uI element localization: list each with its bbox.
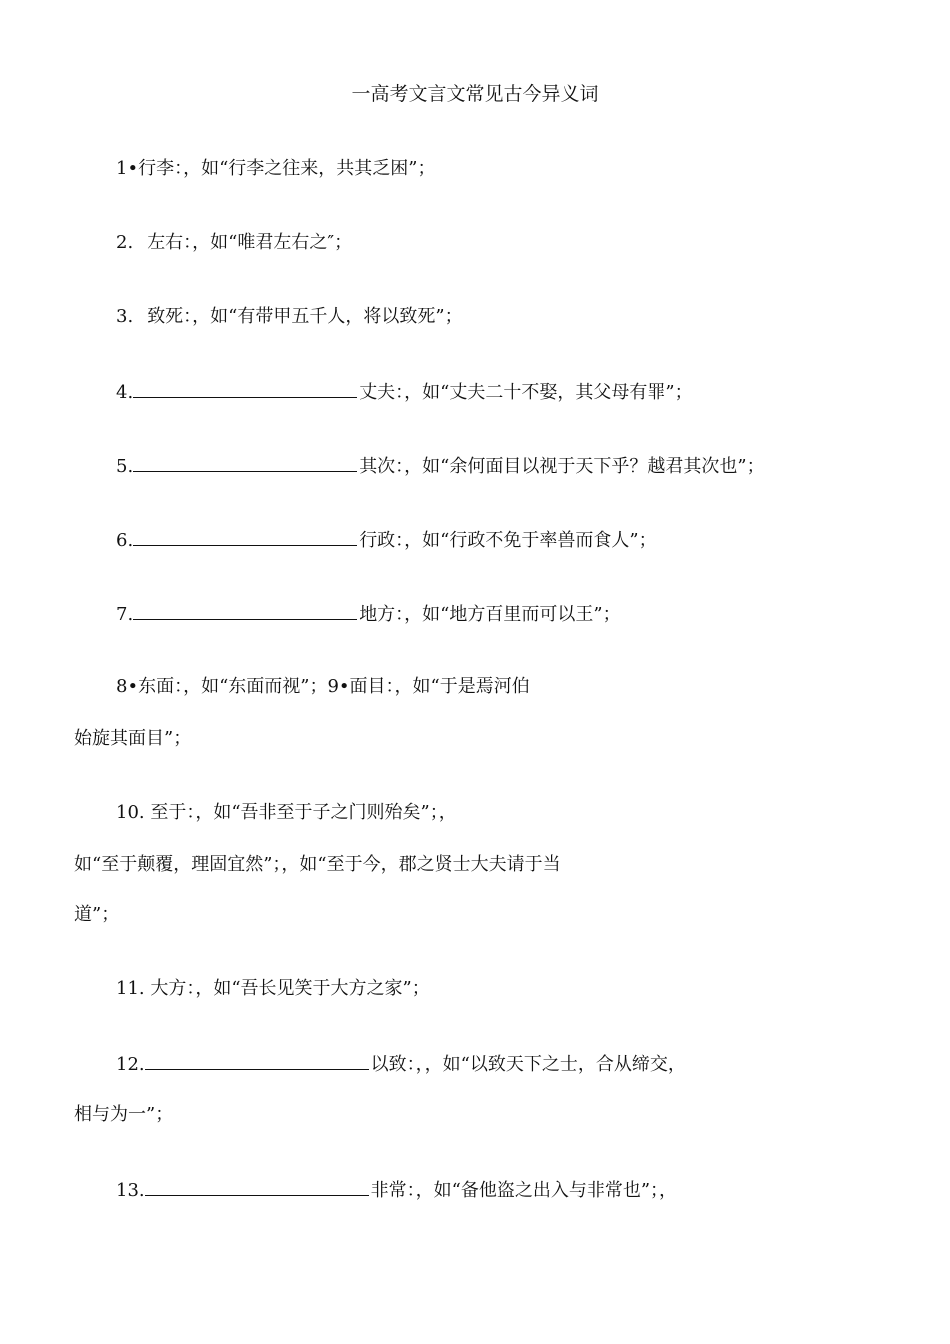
list-item (116, 975, 430, 1003)
list-item-continuation (74, 725, 191, 753)
list-item (116, 229, 352, 257)
item-text: 非常：，如“备他盗之出入与非常也”；， (370, 1180, 678, 1201)
item-text: 行政：，如“行政不免于率兽而食人”； (359, 530, 657, 551)
list-item (116, 673, 530, 701)
item-text: 10. 至于：，如“吾非至于子之门则殆矣”；， (116, 802, 457, 823)
fill-in-blank[interactable] (133, 451, 357, 472)
item-number: 12. (116, 1054, 145, 1075)
fill-in-blank[interactable] (133, 377, 357, 398)
item-text: 地方：，如“地方百里而可以王”； (359, 604, 621, 625)
item-text: 始旋其面目”； (74, 728, 192, 749)
list-item (116, 303, 463, 331)
item-text: 道”； (74, 904, 120, 925)
item-text: 8•东面：，如“东面而视”；9•面目：，如“于是焉河伯 (116, 676, 530, 697)
list-item (116, 799, 457, 827)
item-text: 致死：，如“有带甲五千人，将以致死”； (147, 306, 463, 327)
list-item (116, 1175, 677, 1205)
page-title: 一高考文言文常见古今异义词 (351, 83, 599, 105)
list-item (116, 155, 435, 183)
list-item (116, 451, 765, 481)
list-item (116, 525, 657, 555)
item-number: 3. (116, 306, 134, 327)
item-text: 丈夫：，如“丈夫二十不娶，其父母有罪”； (359, 382, 693, 403)
fill-in-blank[interactable] (145, 1175, 369, 1196)
list-item (116, 1049, 686, 1079)
item-number: 2. (116, 232, 134, 253)
list-item (116, 599, 621, 629)
item-number: 4. (116, 382, 134, 403)
list-item-continuation (74, 851, 561, 879)
fill-in-blank[interactable] (145, 1049, 369, 1070)
item-text: 相与为一”； (74, 1104, 174, 1125)
item-number: 5. (116, 456, 134, 477)
item-text: 行李：，如“行李之往来，共其乏困”； (138, 158, 436, 179)
item-number: 7. (116, 604, 134, 625)
list-item-continuation (74, 901, 119, 929)
item-text: 以致：，，如“以致天下之士，合从缔交， (370, 1054, 686, 1075)
list-item-continuation (74, 1101, 173, 1129)
item-text: 左右：，如“唯君左右之″； (147, 232, 353, 253)
item-number: 1• (116, 158, 139, 179)
fill-in-blank[interactable] (133, 599, 357, 620)
item-text: 其次：，如“余何面目以视于天下乎？越君其次也”； (359, 456, 765, 477)
item-number: 13. (116, 1180, 145, 1201)
list-item (116, 377, 693, 407)
item-text: 如“至于颠覆，理固宜然”；，如“至于今，郡之贤士大夫请于当 (74, 854, 561, 875)
fill-in-blank[interactable] (133, 525, 357, 546)
item-text: 11. 大方：，如“吾长见笑于大方之家”； (116, 978, 430, 999)
item-number: 6. (116, 530, 134, 551)
